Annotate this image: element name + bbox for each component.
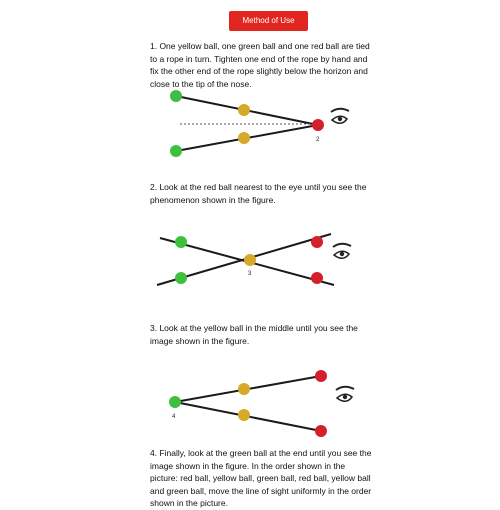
red-ball [312, 119, 324, 131]
eye-icon [333, 244, 351, 259]
green-ball [169, 396, 181, 408]
red-ball-upper [311, 236, 323, 248]
red-ball-lower [311, 272, 323, 284]
yellow-ball-center [244, 254, 256, 266]
step-4-text: 4. Finally, look at the green ball at the end until you see the image shown in the figure. In the order shown in the picture: red ball, yellow ball, green ball, red ball, yellow ball and green ball, move the line of sight uniformly in the order shown in the picture. [150, 448, 372, 508]
eye-icon [331, 109, 349, 124]
figure-2-diagram [0, 225, 500, 295]
method-of-use-title: Method of Use [229, 11, 308, 31]
green-ball-upper [170, 90, 182, 102]
figure-2-label: 3 [248, 271, 252, 277]
green-ball-lower [175, 272, 187, 284]
figure-3-label: 4 [172, 414, 176, 420]
step-3-text: 3. Look at the yellow ball in the middle until you see the image shown in the figure. [150, 323, 358, 346]
red-ball-lower [315, 425, 327, 437]
figure-1-label: 2 [316, 137, 320, 143]
red-ball-upper [315, 370, 327, 382]
eye-icon [336, 387, 354, 402]
yellow-ball-lower [238, 409, 250, 421]
green-ball-lower [170, 145, 182, 157]
green-ball-upper [175, 236, 187, 248]
figure-1-diagram [0, 80, 500, 170]
yellow-ball-upper [238, 104, 250, 116]
yellow-ball-upper [238, 383, 250, 395]
step-2-text: 2. Look at the red ball nearest to the eye until you see the phenomenon shown in the figure. [150, 182, 367, 205]
figure-3-diagram [0, 360, 500, 440]
yellow-ball-lower [238, 132, 250, 144]
step-1-text: 1. One yellow ball, one green ball and one red ball are tied to a rope in turn. Tighten one end of the rope by hand and fix the other end of the rope slightly below the horizon and close to the tip of the nose. [150, 41, 370, 89]
